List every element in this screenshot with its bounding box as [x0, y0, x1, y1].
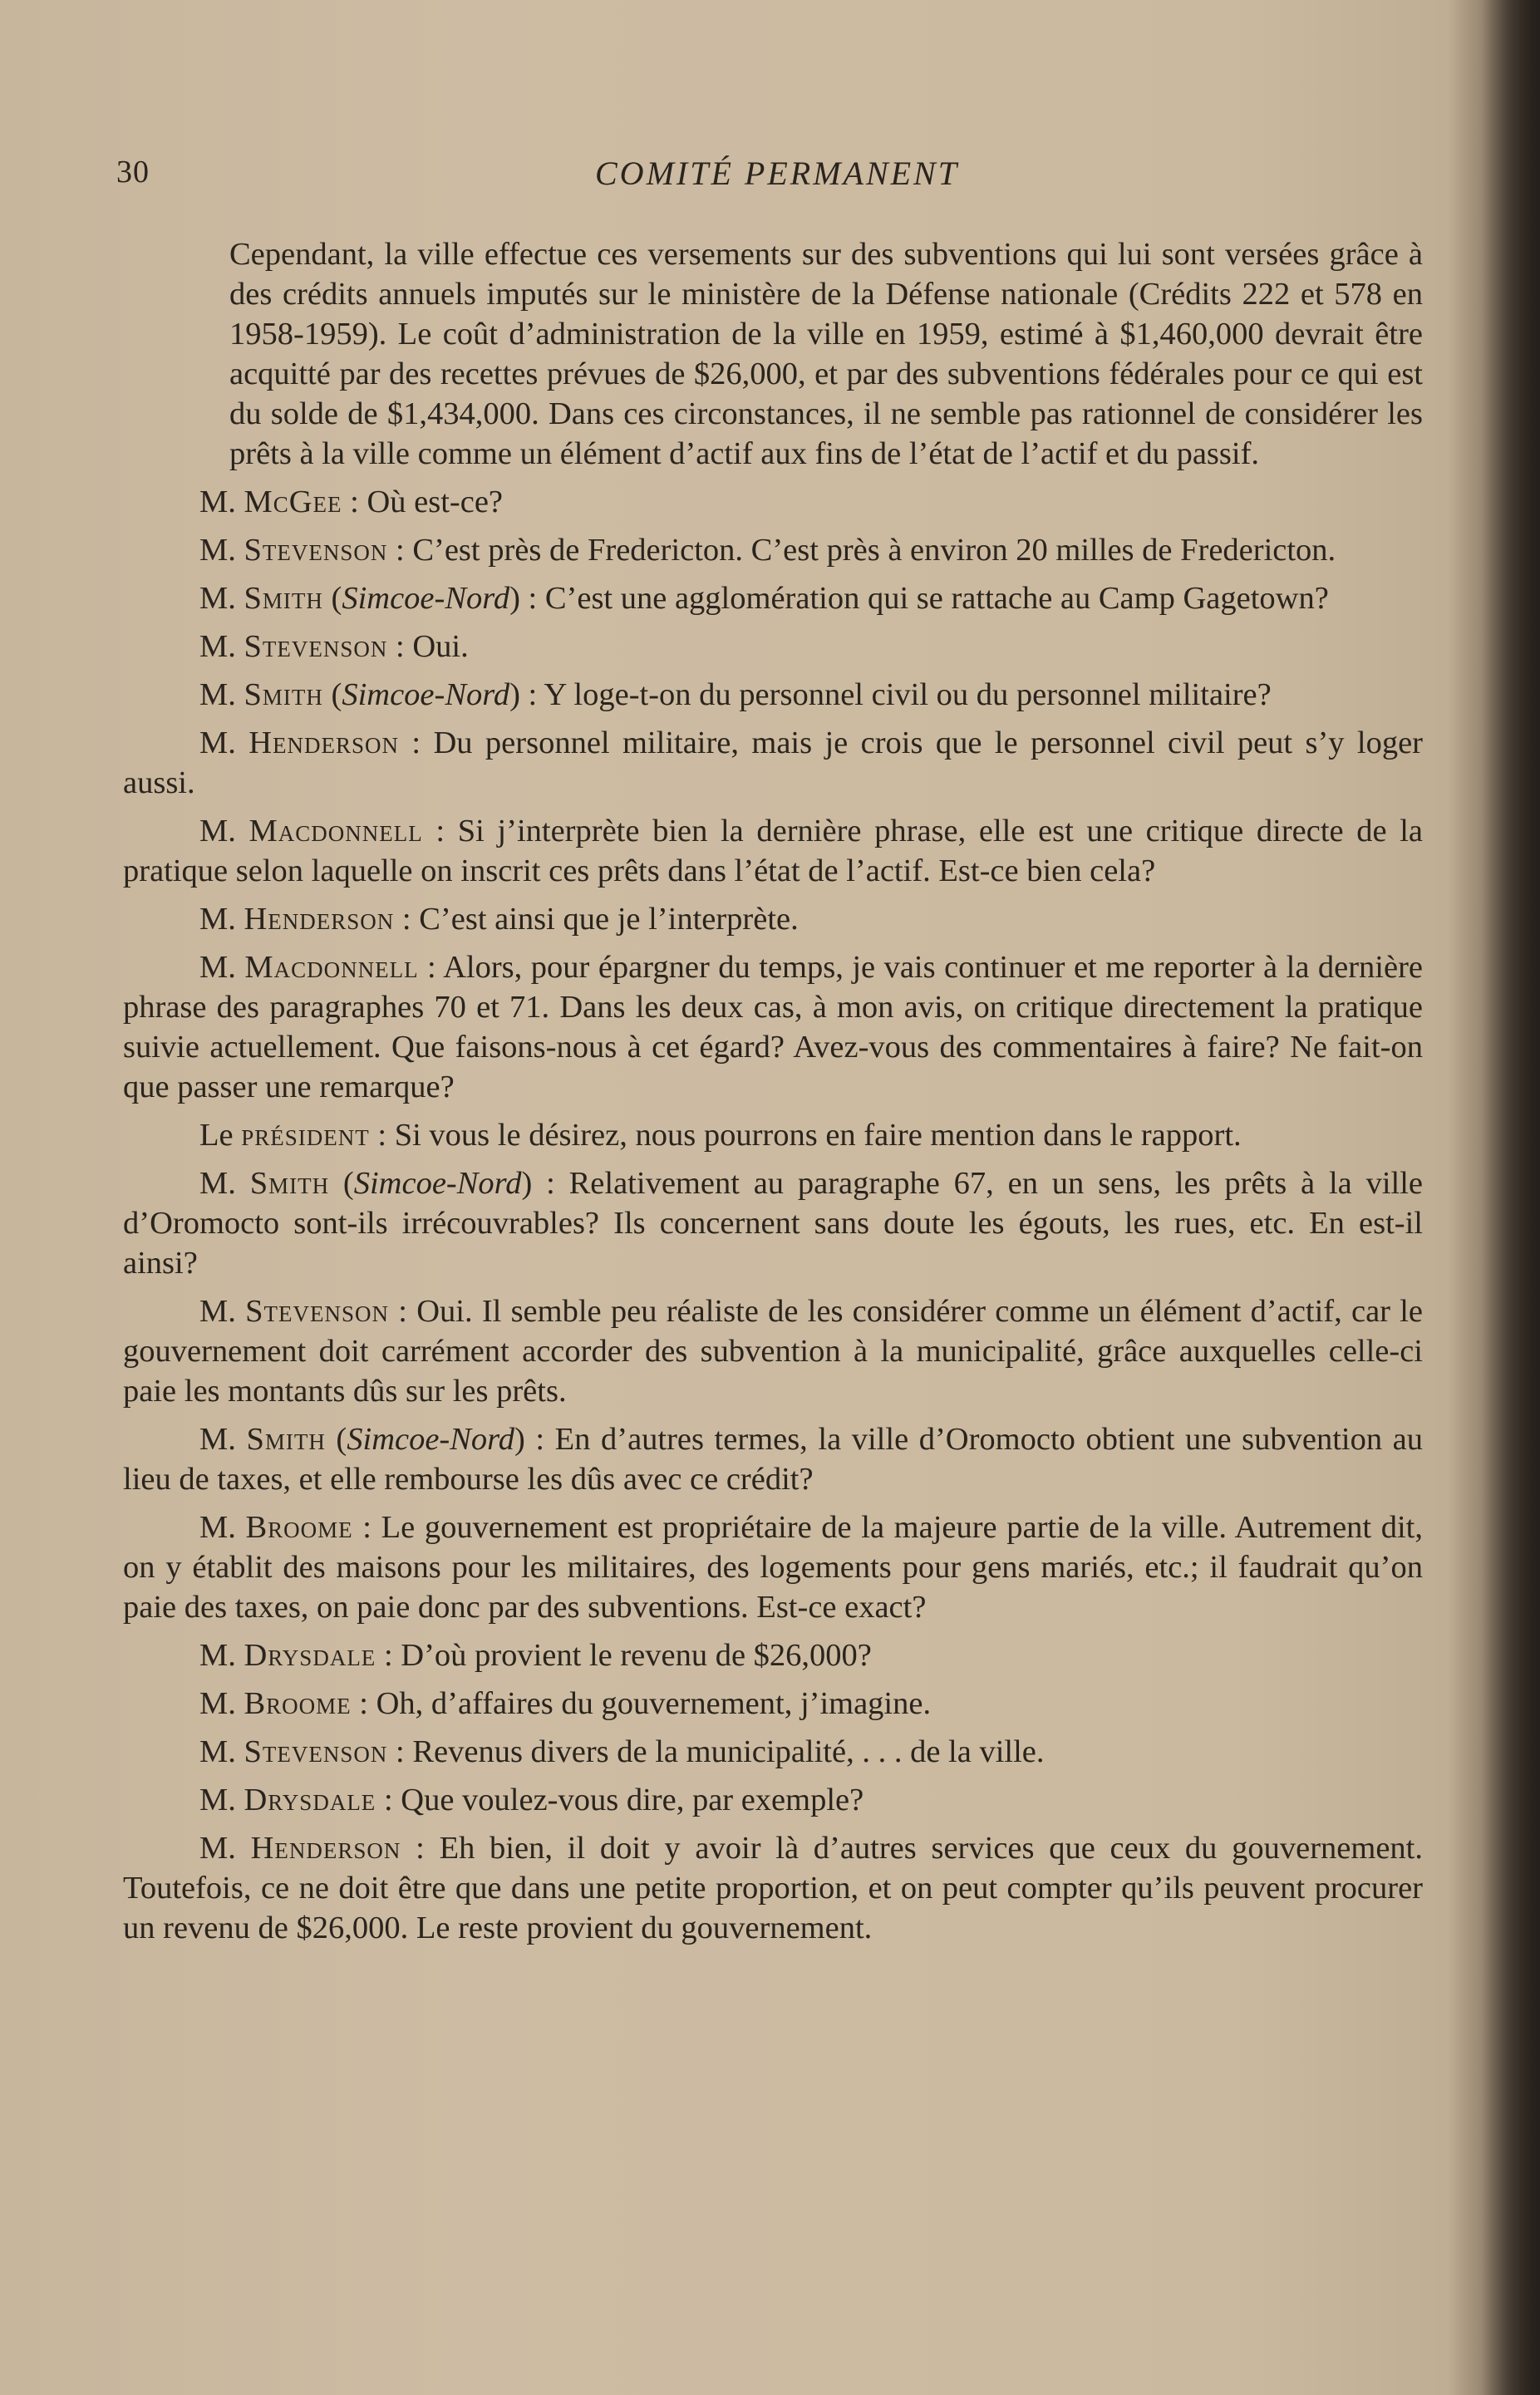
speech-text: En d’autres termes, la ville d’Oromocto obtient une subvention au lieu de taxes, et elle rembourse les dûs avec ce crédit?	[123, 1422, 1424, 1497]
speaker-paragraph	[123, 1635, 1423, 1675]
speech-text: Oh, d’affaires du gouvernement, j’imagine.	[376, 1686, 932, 1721]
speaker-riding: Simcoe-Nord	[347, 1422, 514, 1457]
speech-text: C’est ainsi que je l’interprète.	[419, 902, 799, 937]
speech-text: Revenus divers de la municipalité, . . . de la ville.	[412, 1734, 1045, 1769]
speaker-title: M.	[199, 1166, 250, 1201]
speaker-paragraph	[123, 947, 1423, 1107]
speech-text: Que voulez-vous dire, par exemple?	[401, 1783, 864, 1817]
speaker-name: Broome	[245, 1510, 353, 1545]
speaker-name: Stevenson	[245, 1294, 390, 1329]
page-number: 30	[116, 155, 150, 189]
speaker-name: Smith	[244, 677, 323, 712]
speaker-name: Stevenson	[244, 533, 388, 568]
speaker-name: Stevenson	[244, 629, 388, 664]
speaker-name: Smith	[249, 1166, 330, 1201]
speaker-separator: :	[342, 484, 367, 519]
speaker-separator: :	[519, 677, 544, 712]
speech-text: Eh bien, il doit y avoir là d’autres services que ceux du gouvernement. Toutefois, ce ne doit être que dans une petite proportion, et on peut compter qu’ils peuvent procurer un revenu de $26,000. Le reste provient du gouvernement.	[123, 1831, 1424, 1945]
speaker-name: McGee	[244, 484, 342, 519]
speaker-separator: :	[394, 902, 420, 937]
speaker-paragraph: M. Smith (Simcoe-Nord) : En d’autres termes, la ville d’Oromocto obtient une subvention au lieu de taxes, et elle rembourse les dûs avec ce crédit?	[123, 1422, 1424, 1497]
speaker-separator: :	[387, 1734, 413, 1769]
speaker-name: Macdonnell	[244, 950, 419, 985]
speaker-paragraph	[123, 723, 1423, 803]
speaker-paragraph	[123, 1507, 1423, 1627]
speech-text: Relativement au paragraphe 67, en un sens, les prêts à la ville d’Oromocto sont-ils irrécouvrables? Ils concernent sans doute les égouts, les rues, etc. En est-il ainsi?	[123, 1166, 1423, 1281]
speaker-name: Stevenson	[244, 1734, 388, 1769]
speaker-paragraph: M. Smith (Simcoe-Nord) : Y loge-t-on du personnel civil ou du personnel militaire?	[199, 677, 1272, 712]
speaker-title: M.	[199, 902, 244, 937]
speech-text: C’est près de Fredericton. C’est près à environ 20 milles de Fredericton.	[412, 533, 1336, 568]
speaker-separator: :	[519, 581, 545, 616]
speaker-paragraph	[123, 1684, 1423, 1724]
speaker-title: M.	[199, 950, 245, 985]
transcript	[123, 482, 1423, 1948]
speaker-riding: Simcoe-Nord	[342, 581, 510, 616]
speaker-title: M.	[199, 677, 244, 712]
speaker-title: M.	[199, 814, 249, 848]
speaker-separator: :	[532, 1166, 569, 1201]
speaker-name: Henderson	[248, 725, 400, 760]
speech-text: Le gouvernement est propriétaire de la majeure partie de la ville. Autrement dit, on y établit des maisons pour les militaires, des logements pour gens mariés, etc.; il faudrait qu’on paie des taxes, on paie donc par des subventions. Est-ce exact?	[123, 1510, 1423, 1625]
speech-text: Y loge-t-on du personnel civil ou du personnel militaire?	[544, 677, 1272, 712]
speaker-separator: :	[387, 629, 413, 664]
speaker-paragraph	[123, 811, 1423, 891]
speaker-paragraph	[123, 482, 1423, 522]
speaker-name: président	[241, 1118, 370, 1153]
speaker-name: Macdonnell	[248, 814, 423, 848]
speech-text: C’est une agglomération qui se rattache au Camp Gagetown?	[544, 581, 1329, 616]
speaker-separator: :	[399, 725, 434, 760]
speech-text: Où est-ce?	[367, 484, 503, 519]
speaker-separator: :	[524, 1422, 555, 1457]
speaker-title: M.	[199, 1422, 247, 1457]
speaker-title: Le	[199, 1118, 242, 1153]
speaker-separator: :	[376, 1638, 401, 1673]
speaker-title: M.	[199, 533, 244, 568]
speaker-name: Drysdale	[244, 1638, 376, 1673]
speaker-riding: Simcoe-Nord	[342, 677, 510, 712]
speaker-separator: :	[422, 814, 458, 848]
speaker-name: Smith	[244, 581, 323, 616]
speaker-paragraph	[123, 1828, 1423, 1948]
speaker-paragraph: M. Smith (Simcoe-Nord) : C’est une agglomération qui se rattache au Camp Gagetown?	[199, 581, 1329, 616]
speaker-title: M.	[199, 1510, 246, 1545]
speaker-name: Henderson	[250, 1831, 401, 1866]
speech-text: Si j’interprète bien la dernière phrase, elle est une critique directe de la pratique selon laquelle on inscrit ces prêts dans l’état de l’actif. Est-ce bien cela?	[123, 814, 1424, 888]
speaker-separator: :	[376, 1783, 401, 1817]
speaker-title: M.	[199, 1783, 244, 1817]
speech-text: Si vous le désirez, nous pourrons en faire mention dans le rapport.	[394, 1118, 1242, 1153]
speaker-title: M.	[199, 1831, 251, 1866]
speaker-name: Drysdale	[244, 1783, 376, 1817]
speaker-separator: :	[389, 1294, 417, 1329]
running-title: COMITÉ PERMANENT	[595, 155, 959, 192]
speaker-title: M.	[199, 1686, 244, 1721]
speaker-separator: :	[401, 1831, 440, 1866]
speaker-separator: :	[351, 1686, 376, 1721]
speaker-separator: :	[387, 533, 413, 568]
page-header	[116, 154, 1438, 204]
speaker-paragraph	[123, 1291, 1423, 1411]
speaker-title: M.	[199, 629, 244, 664]
speaker-title: M.	[199, 1638, 244, 1673]
speaker-paragraph: M. Smith (Simcoe-Nord) : Relativement au paragraphe 67, en un sens, les prêts à la ville d’Oromocto sont-ils irrécouvrables? Ils concernent sans doute les égouts, les rues, etc. En est-il ainsi?	[123, 1166, 1423, 1281]
speech-text: D’où provient le revenu de $26,000?	[401, 1638, 872, 1673]
speaker-title: M.	[199, 1294, 246, 1329]
speaker-paragraph	[123, 627, 1423, 666]
speech-text: Oui. Il semble peu réaliste de les considérer comme un élément d’actif, car le gouvernement doit carrément accorder des subvention à la municipalité, grâce auxquelles celle-ci paie les montants dûs sur les prêts.	[123, 1294, 1424, 1409]
speaker-paragraph	[123, 1780, 1423, 1820]
speech-text: Alors, pour épargner du temps, je vais continuer et me reporter à la dernière phrase des paragraphes 70 et 71. Dans les deux cas, à mon avis, on critique directement la pratique suivie actuellement. Que faisons-nous à cet égard? Avez-vous des commentaires à faire? Ne fait-on que passer une remarque?	[123, 950, 1424, 1104]
speech-text: Du personnel militaire, mais je crois que le personnel civil peut s’y loger aussi.	[123, 725, 1424, 800]
quoted-paragraph: Cependant, la ville effectue ces versements sur des subventions qui lui sont versées grâce à des crédits annuels imputés sur le ministère de la Défense nationale (Crédits 222 et 578 en 1958-1959). Le coût d’administration de la ville en 1959, estimé à $1,460,000 devrait être acquitté par des recettes prévues de $26,000, et par des subventions fédérales pour ce qui est du solde de $1,434,000. Dans ces circonstances, il ne semble pas rationnel de considérer les prêts à la ville comme un élément d’actif aux fins de l’état de l’actif et du passif.	[229, 237, 1423, 471]
speaker-separator: :	[418, 950, 444, 985]
speaker-separator: :	[352, 1510, 381, 1545]
speaker-name: Broome	[244, 1686, 352, 1721]
speaker-title: M.	[199, 581, 244, 616]
speaker-paragraph	[123, 899, 1423, 939]
speaker-paragraph	[123, 1732, 1423, 1772]
speech-text: Oui.	[412, 629, 469, 664]
speaker-separator: :	[369, 1118, 395, 1153]
speaker-name: Smith	[246, 1422, 326, 1457]
speaker-title: M.	[199, 1734, 244, 1769]
body-text	[123, 234, 1423, 1956]
speaker-name: Henderson	[244, 902, 395, 937]
book-spine-shadow	[1482, 0, 1540, 2395]
speaker-paragraph	[123, 1115, 1423, 1155]
speaker-title: M.	[199, 725, 249, 760]
speaker-riding: Simcoe-Nord	[353, 1166, 522, 1201]
speaker-paragraph	[123, 530, 1423, 570]
speaker-title: M.	[199, 484, 244, 519]
